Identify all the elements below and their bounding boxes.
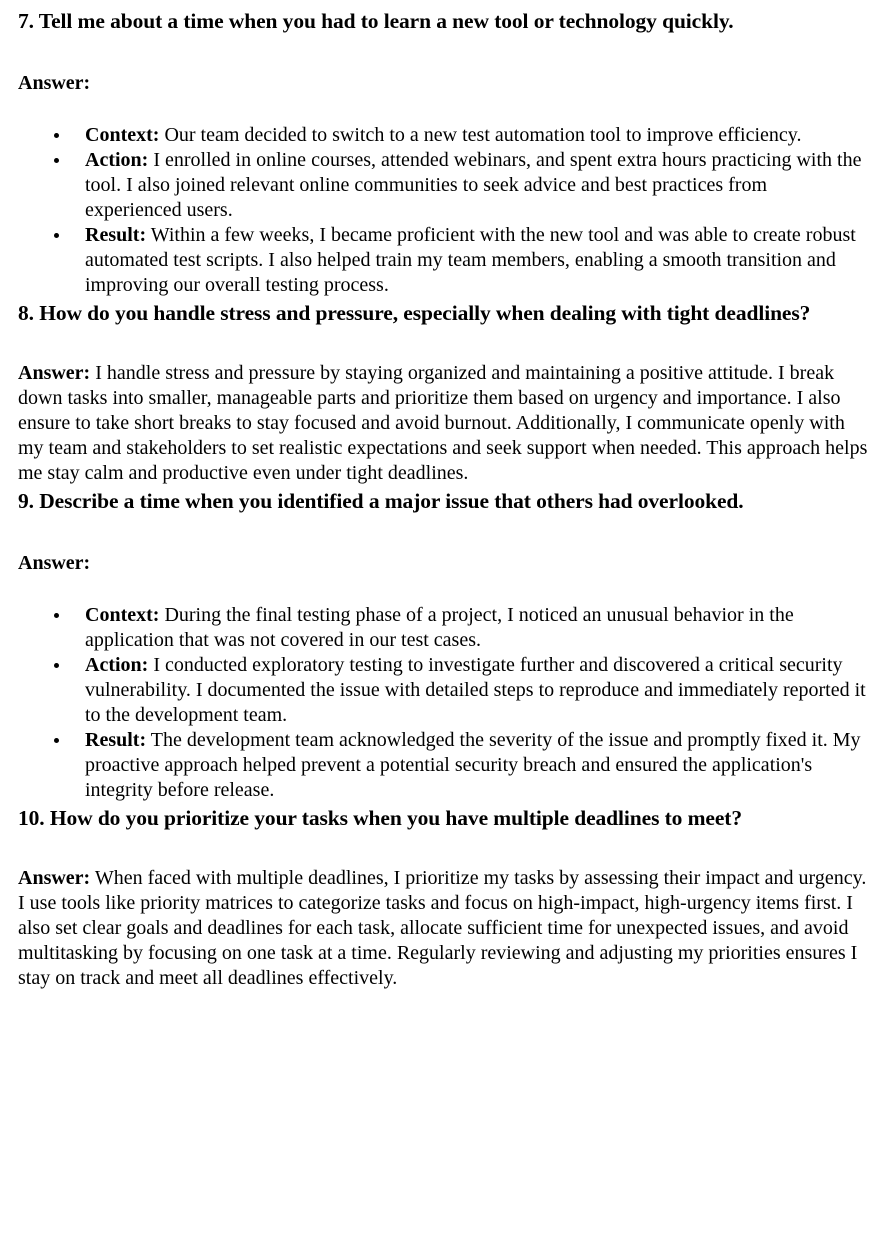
question-heading-8: 8. How do you handle stress and pressure, especially when dealing with tight deadlines? xyxy=(18,301,811,325)
answer-bullet-list-9 xyxy=(18,603,868,803)
question-section-9 xyxy=(18,486,868,803)
bullet-icon xyxy=(54,158,59,163)
bullet-icon xyxy=(54,233,59,238)
list-item xyxy=(18,123,868,148)
question-section-7 xyxy=(18,6,868,298)
bullet-icon xyxy=(54,133,59,138)
answer-text: When faced with multiple deadlines, I prioritize my tasks by assessing their impact and urgency. I use tools like priority matrices to categorize tasks and focus on high-impact, high-urgency items first. I also set clear goals and deadlines for each task, allocate sufficient time for unexpected issues, and avoid multitasking by focusing on one task at a time. Regularly reviewing and adjusting my priorities ensures I stay on track and meet all deadlines effectively. xyxy=(18,867,867,989)
bullet-text: Within a few weeks, I became proficient with the new tool and was able to create robust automated test scripts. I also helped train my team members, enabling a smooth transition and improving our overall testing process. xyxy=(85,224,856,296)
answer-label-7: Answer: xyxy=(18,72,91,94)
bullet-label: Context: xyxy=(85,124,160,146)
question-heading-10: 10. How do you prioritize your tasks when you have multiple deadlines to meet? xyxy=(18,806,743,830)
question-heading-7: 7. Tell me about a time when you had to learn a new tool or technology quickly. xyxy=(18,9,734,33)
question-section-10 xyxy=(18,803,868,991)
bullet-text: The development team acknowledged the severity of the issue and promptly fixed it. My proactive approach helped prevent a potential security breach and ensured the application's integrity before release. xyxy=(85,729,861,801)
bullet-text: I enrolled in online courses, attended webinars, and spent extra hours practicing with the tool. I also joined relevant online communities to seek advice and best practices from experienced users. xyxy=(85,149,862,221)
answer-label: Answer: xyxy=(18,867,91,889)
list-item xyxy=(18,223,868,298)
question-section-8 xyxy=(18,298,868,486)
bullet-label: Result: xyxy=(85,224,147,246)
bullet-text: During the final testing phase of a project, I noticed an unusual behavior in the application that was not covered in our test cases. xyxy=(85,604,794,651)
list-item xyxy=(18,728,868,803)
answer-text: I handle stress and pressure by staying organized and maintaining a positive attitude. I break down tasks into smaller, manageable parts and prioritize them based on urgency and importance. I also ensure to take short breaks to stay focused and avoid burnout. Additionally, I communicate openly with my team and stakeholders to set realistic expectations and seek support when needed. This approach helps me stay calm and productive even under tight deadlines. xyxy=(18,362,868,484)
bullet-icon xyxy=(54,738,59,743)
answer-paragraph-8 xyxy=(18,361,868,486)
answer-paragraph-10 xyxy=(18,866,868,991)
bullet-label: Context: xyxy=(85,604,160,626)
bullet-icon xyxy=(54,663,59,668)
bullet-label: Result: xyxy=(85,729,147,751)
bullet-text: I conducted exploratory testing to investigate further and discovered a critical security vulnerability. I documented the issue with detailed steps to reproduce and immediately reported it to the development team. xyxy=(85,654,866,726)
answer-bullet-list-7 xyxy=(18,123,868,298)
list-item xyxy=(18,653,868,728)
question-heading-9: 9. Describe a time when you identified a major issue that others had overlooked. xyxy=(18,489,744,513)
bullet-icon xyxy=(54,613,59,618)
bullet-label: Action: xyxy=(85,654,149,676)
answer-label-9: Answer: xyxy=(18,552,91,574)
answer-label: Answer: xyxy=(18,362,91,384)
bullet-text: Our team decided to switch to a new test automation tool to improve efficiency. xyxy=(159,124,802,146)
list-item xyxy=(18,148,868,223)
bullet-label: Action: xyxy=(85,149,149,171)
list-item xyxy=(18,603,868,653)
